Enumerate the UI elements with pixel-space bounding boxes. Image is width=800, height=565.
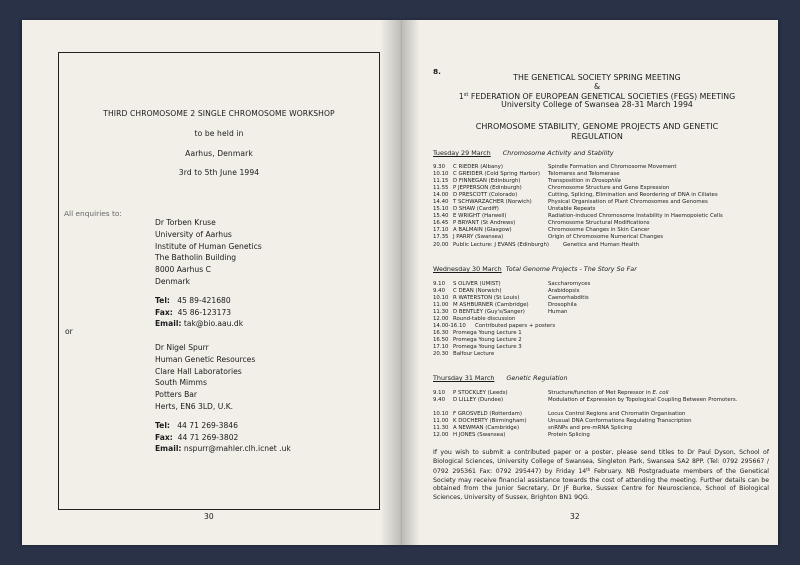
contact-name: Dr Nigel Spurr (155, 343, 209, 352)
meeting-venue: University College of Swansea 28-31 March 1994 (501, 100, 693, 109)
schedule-row: 9.10 P STOCKLEY (Leeds) Structure/function of Met Repressor in E. coli (433, 390, 669, 396)
schedule-row: 9.40 D LILLEY (Dundee) Modulation of Expression by Topological Coupling Between Promoters. (433, 397, 738, 404)
schedule-row: 12.00 H JONES (Swansea) Protein Splicing (433, 432, 590, 439)
contact-line: Denmark (155, 276, 190, 286)
meeting-title: THE GENETICAL SOCIETY SPRING MEETING (513, 73, 681, 82)
contact-tel: Tel: 44 71 269-3846 (155, 420, 238, 430)
schedule-row: 11.30 D BENTLEY (Guy's/Sanger) Human (433, 309, 568, 316)
schedule-row: 9.40 C DEAN (Norwich) Arabidopsis (433, 288, 580, 295)
page-number: 32 (570, 512, 580, 521)
schedule-row: 17.10 A BALMAIN (Glasgow) Chromosome Changes in Skin Cancer (433, 227, 650, 234)
page-gutter-shadow (402, 20, 420, 545)
day-heading: Thursday 31 March Genetic Regulation (433, 374, 568, 382)
contact-1 (155, 217, 262, 330)
contact-line: Human Genetic Resources (155, 354, 256, 364)
schedule-row: 10.10 C GREIDER (Cold Spring Harbor) Telomeres and Telomerase (433, 171, 620, 178)
schedule-row: 11.00 K DOCHERTY (Birmingham) Unusual DNA Conformations Regulating Transcription (433, 418, 692, 425)
workshop-title: THIRD CHROMOSOME 2 SINGLE CHROMOSOME WORKSHOP (103, 109, 335, 118)
day-schedule (433, 281, 763, 359)
schedule-row: 15.10 D SHAW (Cardiff) Unstable Repeats (433, 206, 596, 213)
contact-fax: Fax: 44 71 269-3802 (155, 432, 239, 442)
schedule-row: 16.30 Promega Young Lecture 1 (433, 330, 522, 337)
fegs-title: 1st FEDERATION OF EUROPEAN GENETICAL SOCIETIES (FEGS) MEETING (458, 92, 736, 101)
section-number: 8. (433, 67, 441, 76)
right-page (402, 20, 778, 545)
contact-line: Institute of Human Genetics (155, 241, 262, 251)
contact-line: Clare Hall Laboratories (155, 366, 242, 376)
schedule-row: 11.00 M ASHBURNER (Cambridge) Drosophila (433, 302, 577, 309)
contact-2 (155, 342, 291, 455)
or-label: or (65, 327, 73, 336)
left-page (22, 20, 402, 545)
meeting-subtitle: CHROMOSOME STABILITY, GENOME PROJECTS AND GENETIC REGULATION (475, 122, 719, 141)
contact-line: University of Aarhus (155, 229, 232, 239)
page-number: 30 (204, 512, 214, 521)
schedule-row: 16.50 Promega Young Lecture 2 (433, 337, 522, 344)
contact-email: Email: nspurr@mahler.clh.icnet .uk (155, 444, 291, 454)
schedule-row: 20.30 Balfour Lecture (433, 351, 495, 358)
submission-paragraph: If you wish to submit a contributed paper or a poster, please send titles to Dr Paul Dyson, School of Biological Sciences, University College of Swansea, Singleton Park, Swansea SA2 8PP. (Tel: 0792 295667 / 0792 295361 Fax: 0792 295447) by Friday 14th February. NB Postgraduate members of the Genetical Society may receive financial assistance towards the cost of attending the meeting. Further details can be obtained from the Junior Secretary, Dr JF Burke, Sussex Centre for Neuroscience, School of Biological Sciences, University of Sussex, Brighton BN1 9QG. (433, 449, 769, 501)
page-gutter-shadow (380, 20, 402, 545)
contact-line: The Batholin Building (155, 253, 237, 263)
schedule-row: 12.00 Round-table discussion (433, 316, 516, 323)
workshop-held-in: to be held in (194, 129, 244, 138)
day-heading: Tuesday 29 March Chromosome Activity and Stability (433, 149, 614, 157)
workshop-dates: 3rd to 5th June 1994 (178, 168, 260, 177)
schedule-row: 9.10 S OLIVER (UMIST) Saccharomyces (433, 281, 591, 287)
schedule-row: 14.00 D PRESCOTT (Colorado) Cutting, Splicing, Elimination and Reordering of DNA in Ciliates (433, 192, 718, 199)
schedule-row: 17.10 Promega Young Lecture 3 (433, 344, 522, 351)
schedule-row: 20.00 Public Lecture: J EVANS (Edinburgh) Genetics and Human Health (433, 241, 640, 248)
day-schedule (433, 164, 763, 249)
day-schedule (433, 390, 763, 439)
schedule-row: 14.00-16.10 Contributed papers + posters (433, 323, 556, 330)
schedule-row: 11.30 A NEWMAN (Cambridge) snRNPs and pre-mRNA Splicing (433, 425, 632, 432)
contact-tel: Tel: 45 89-421680 (155, 295, 231, 305)
contact-name: Dr Torben Kruse (155, 218, 216, 227)
schedule-row: 9.30 C RIEDER (Albany) Spindle Formation and Chromosome Movement (433, 164, 677, 170)
contact-line: 8000 Aarhus C (155, 265, 211, 275)
schedule-row: 17.35 J PARRY (Swansea) Origin of Chromosome Numerical Changes (433, 234, 664, 241)
contact-line: Potters Bar (155, 390, 198, 400)
contact-line: South Mimms (155, 378, 207, 388)
schedule-row: 10.10 F GROSVELD (Rotterdam) Locus Control Regions and Chromatin Organisation (433, 411, 686, 418)
schedule-row: 16.45 P BRYANT (St Andrews) Chromosome Structural Modifications (433, 220, 650, 227)
schedule-row: 15.40 E WRIGHT (Harwell) Radiation-induced Chromosome Instability in Haemopoietic Cells (433, 213, 723, 220)
schedule-row: 11.55 P JEPPERSON (Edinburgh) Chromosome Structure and Gene Expression (433, 185, 670, 192)
schedule-row: 14.40 T SCHWARZACHER (Norwich) Physical Organisation of Plant Chromosomes and Genomes (433, 199, 708, 206)
workshop-location: Aarhus, Denmark (185, 149, 253, 158)
contact-email: Email: tak@bio.aau.dk (155, 319, 244, 329)
contact-fax: Fax: 45 86-123173 (155, 307, 232, 317)
schedule-row: 11.15 D FINNEGAN (Edinburgh) Transposition in Drosophila (433, 178, 621, 185)
enquiries-label: All enquiries to: (64, 209, 122, 218)
day-heading: Wednesday 30 March Total Genome Projects - The Story So Far (433, 265, 637, 273)
contact-line: Herts, EN6 3LD, U.K. (155, 401, 234, 411)
meeting-ampersand: & (593, 82, 601, 91)
schedule-row: 10.10 R WATERSTON (St Louis) Caenorhabditis (433, 295, 589, 302)
